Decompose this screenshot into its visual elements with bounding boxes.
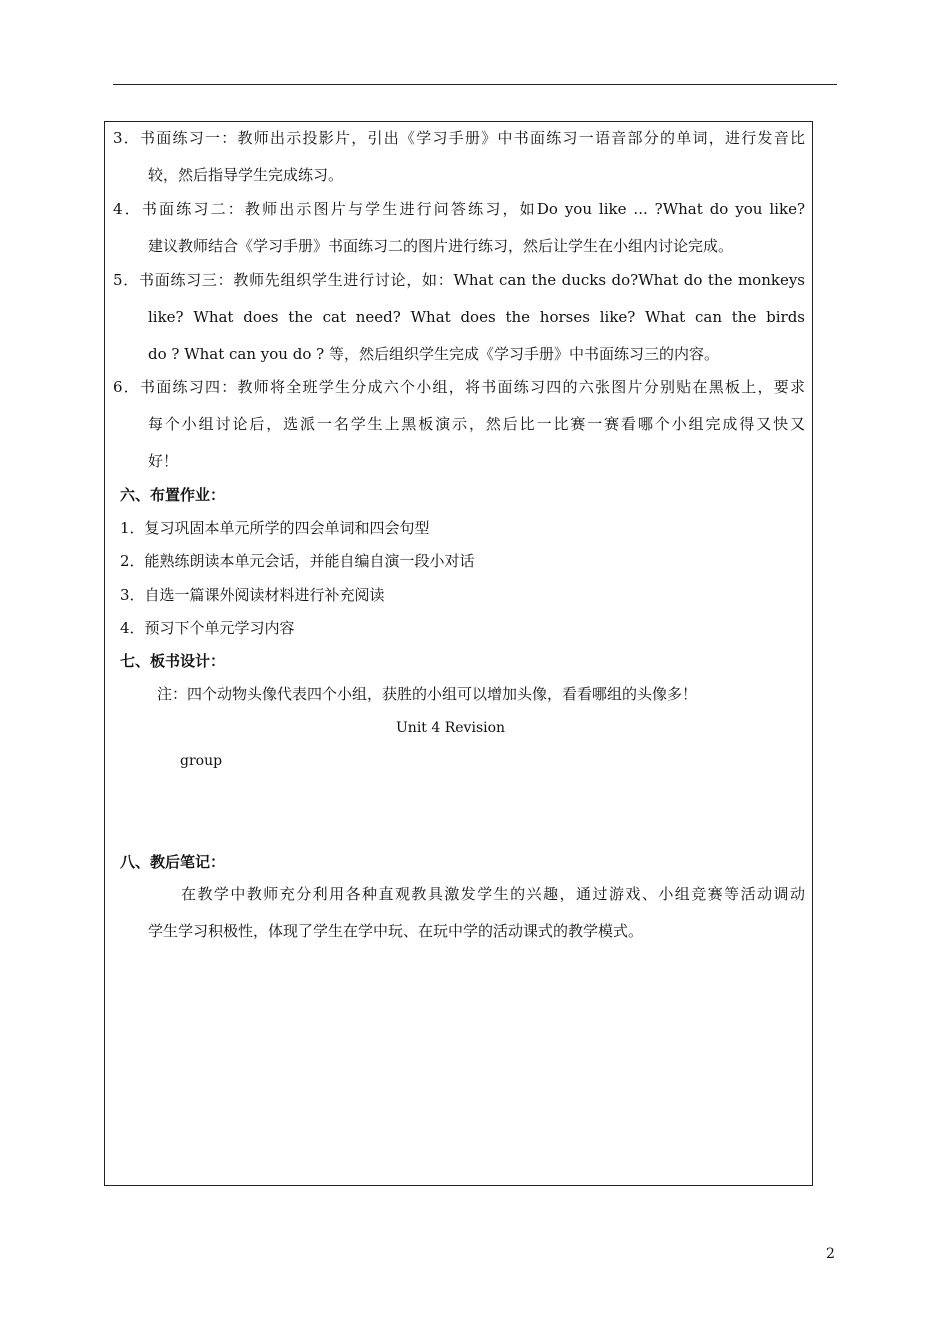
homework-item: 3．自选一篇课外阅读材料进行补充阅读 <box>120 586 385 604</box>
header-rule <box>113 84 837 85</box>
board-group-label: group <box>180 753 223 769</box>
board-note: 注：四个动物头像代表四个小组，获胜的小组可以增加头像，看看哪组的头像多！ <box>157 685 698 703</box>
item-6-line-2: 每个小组讨论后，选派一名学生上黑板演示，然后比一比赛一赛看哪个小组完成得又快又 <box>148 415 805 433</box>
item-3-line-1: 3．书面练习一：教师出示投影片，引出《学习手册》中书面练习一语音部分的单词，进行发音比 <box>113 129 805 147</box>
homework-item: 4．预习下个单元学习内容 <box>120 619 295 637</box>
page-number: 2 <box>826 1246 835 1262</box>
item-3-line-2: 较，然后指导学生完成练习。 <box>148 166 344 184</box>
homework-item: 2．能熟练朗读本单元会话，并能自编自演一段小对话 <box>120 552 475 570</box>
item-5-line-1: 5．书面练习三：教师先组织学生进行讨论，如：What can the ducks do?What do the monkeys <box>113 271 805 289</box>
item-4-line-1: 4．书面练习二：教师出示图片与学生进行问答练习，如Do you like ... ?What do you like? <box>113 200 805 218</box>
item-4-line-2: 建议教师结合《学习手册》书面练习二的图片进行练习，然后让学生在小组内讨论完成。 <box>148 237 734 255</box>
homework-item: 1．复习巩固本单元所学的四会单词和四会句型 <box>120 519 430 537</box>
board-heading: 七、板书设计： <box>120 652 226 670</box>
notes-heading: 八、教后笔记： <box>120 853 226 871</box>
item-5-line-3: do ? What can you do ? 等，然后组织学生完成《学习手册》中书面练习三的内容。 <box>148 345 719 363</box>
board-title: Unit 4 Revision <box>396 720 506 736</box>
homework-heading: 六、布置作业： <box>120 486 226 504</box>
item-6-line-1: 6．书面练习四：教师将全班学生分成六个小组，将书面练习四的六张图片分别贴在黑板上，要求 <box>113 378 805 396</box>
notes-line-1: 在教学中教师充分利用各种直观教具激发学生的兴趣，通过游戏、小组竞赛等活动调动 <box>181 885 805 903</box>
item-5-line-2: like? What does the cat need? What does the horses like? What can the birds <box>148 308 805 326</box>
item-6-line-3: 好！ <box>148 452 179 470</box>
notes-line-2: 学生学习积极性，体现了学生在学中玩、在玩中学的活动课式的教学模式。 <box>148 922 644 940</box>
